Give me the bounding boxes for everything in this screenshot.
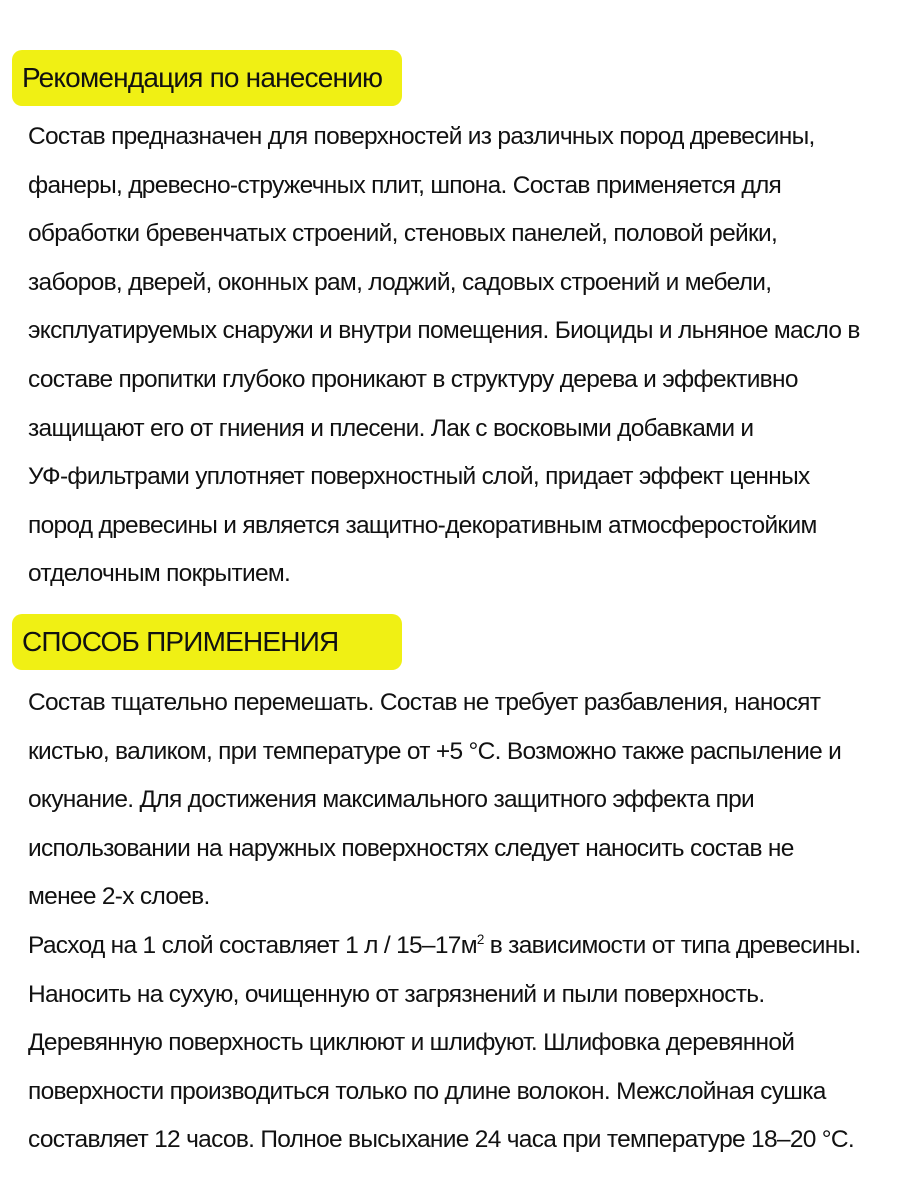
square-meter-superscript: 2 xyxy=(476,931,484,947)
consumption-line xyxy=(28,922,888,971)
paragraph-line: менее 2-х слоев. xyxy=(28,883,210,911)
paragraph-line: обработки бревенчатых строений, стеновых панелей, половой рейки, xyxy=(28,220,778,248)
section-heading-text: СПОСОБ ПРИМЕНЕНИЯ xyxy=(22,626,339,657)
paragraph-line: Деревянную поверхность циклюют и шлифуют. Шлифовка деревянной xyxy=(28,1029,795,1057)
paragraph-line: фанеры, древесно-стружечных плит, шпона. Состав применяется для xyxy=(28,171,782,199)
paragraph-line: Состав предназначен для поверхностей из различных пород древесины, xyxy=(28,123,815,150)
section-heading-usage-method xyxy=(12,614,402,670)
paragraph-line: пород древесины и является защитно-декоративным атмосферостойким xyxy=(28,511,817,539)
paragraph-line: окунание. Для достижения максимального защитного эффекта при xyxy=(28,786,755,814)
consumption-prefix: Расход на 1 слой составляет 1 л / 15–17м xyxy=(28,931,477,959)
paragraph-line: кистью, валиком, при температуре от +5 °С. Возможно также распыление и xyxy=(28,737,842,765)
application-recommendation-paragraph xyxy=(28,113,888,599)
paragraph-line: заборов, дверей, оконных рам, лоджий, садовых строений и мебели, xyxy=(28,268,772,296)
paragraph-line: поверхности производиться только по длине волокон. Межслойная сушка xyxy=(28,1077,826,1105)
usage-method-paragraph xyxy=(28,679,888,1165)
section-heading-application-recommendation xyxy=(12,50,402,106)
paragraph-line: составе пропитки глубоко проникают в структуру дерева и эффективно xyxy=(28,365,798,393)
consumption-suffix: в зависимости от типа древесины. xyxy=(483,931,861,959)
section-heading-text: Рекомендация по нанесению xyxy=(22,62,383,93)
paragraph-line: УФ-фильтрами уплотняет поверхностный слой, придает эффект ценных xyxy=(28,463,810,491)
paragraph-line: защищают его от гниения и плесени. Лак с восковыми добавками и xyxy=(28,414,754,442)
paragraph-line: использовании на наружных поверхностях следует наносить состав не xyxy=(28,834,794,862)
paragraph-line: Наносить на сухую, очищенную от загрязнений и пыли поверхность. xyxy=(28,980,765,1008)
paragraph-line: составляет 12 часов. Полное высыхание 24 часа при температуре 18–20 °С. xyxy=(28,1126,854,1154)
paragraph-line: отделочным покрытием. xyxy=(28,560,291,588)
paragraph-line: Состав тщательно перемешать. Состав не требует разбавления, наносят xyxy=(28,689,821,716)
paragraph-line: эксплуатируемых снаружи и внутри помещения. Биоциды и льняное масло в xyxy=(28,317,860,345)
